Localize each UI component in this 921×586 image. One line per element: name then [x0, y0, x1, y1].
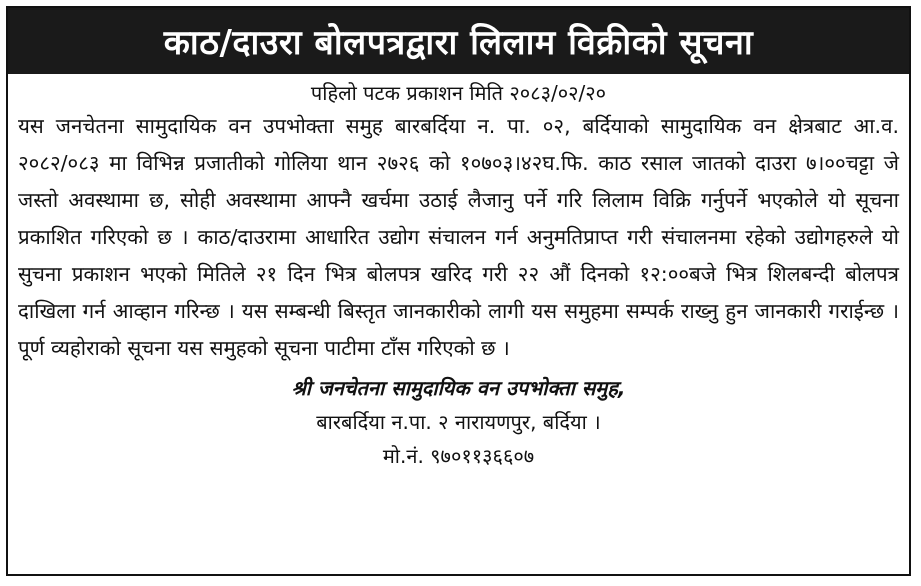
organization-address: बारबर्दिया न.पा. २ नारायणपुर, बर्दिया । — [316, 410, 601, 434]
signature-block — [8, 371, 909, 473]
notice-title-bar — [8, 8, 909, 74]
notice-title: काठ/दाउरा बोलपत्रद्वारा लिलाम विक्रीको सूचना — [163, 23, 754, 63]
notice-body: यस जनचेतना सामुदायिक वन उपभोक्ता समुह बारबर्दिया न. पा. ०२, बर्दियाको सामुदायिक वन क्षेत्रबाट आ.व. २०८२/०८३ मा विभिन्न प्रजातीको गोलिया थान २७२६ को १०७०३।४२घ.फि. काठ रसाल जातको दाउरा ७।००चट्टा जे जस्तो अवस्थामा छ, सोही अवस्थामा आफ्नै खर्चमा उठाई लैजानु पर्ने गरि लिलाम विक्रि गर्नुपर्ने भएकोले यो सूचना प्रकाशित गरिएको छ । काठ/दाउरामा आधारित उद्योग संचालन गर्न अनुमतिप्राप्त गरी संचालनमा रहेको उद्योगहरुले यो सुचना प्रकाशन भएको मितिले २१ दिन भित्र बोलपत्र खरिद गरी २२ औं दिनको १२:००बजे भित्र शिलबन्दी बोलपत्र दाखिला गर्न आव्हान गरिन्छ । यस सम्बन्धी बिस्तृत जानकारीको लागी यस समुहमा सम्पर्क राख्नु हुन जानकारी गराईन्छ । पूर्ण व्यहोराको सूचना यस समुहको सूचना पाटीमा टाँस गरिएको छ । — [18, 114, 899, 360]
organization-name: श्री जनचेतना सामुदायिक वन उपभोक्ता समुह, — [291, 376, 626, 400]
organization-phone: मो.नं. ९७०११३६६०७ — [382, 444, 535, 468]
notice-box — [6, 6, 911, 576]
publication-date: पहिलो पटक प्रकाशन मिति २०८३/०२/२० — [310, 81, 607, 105]
